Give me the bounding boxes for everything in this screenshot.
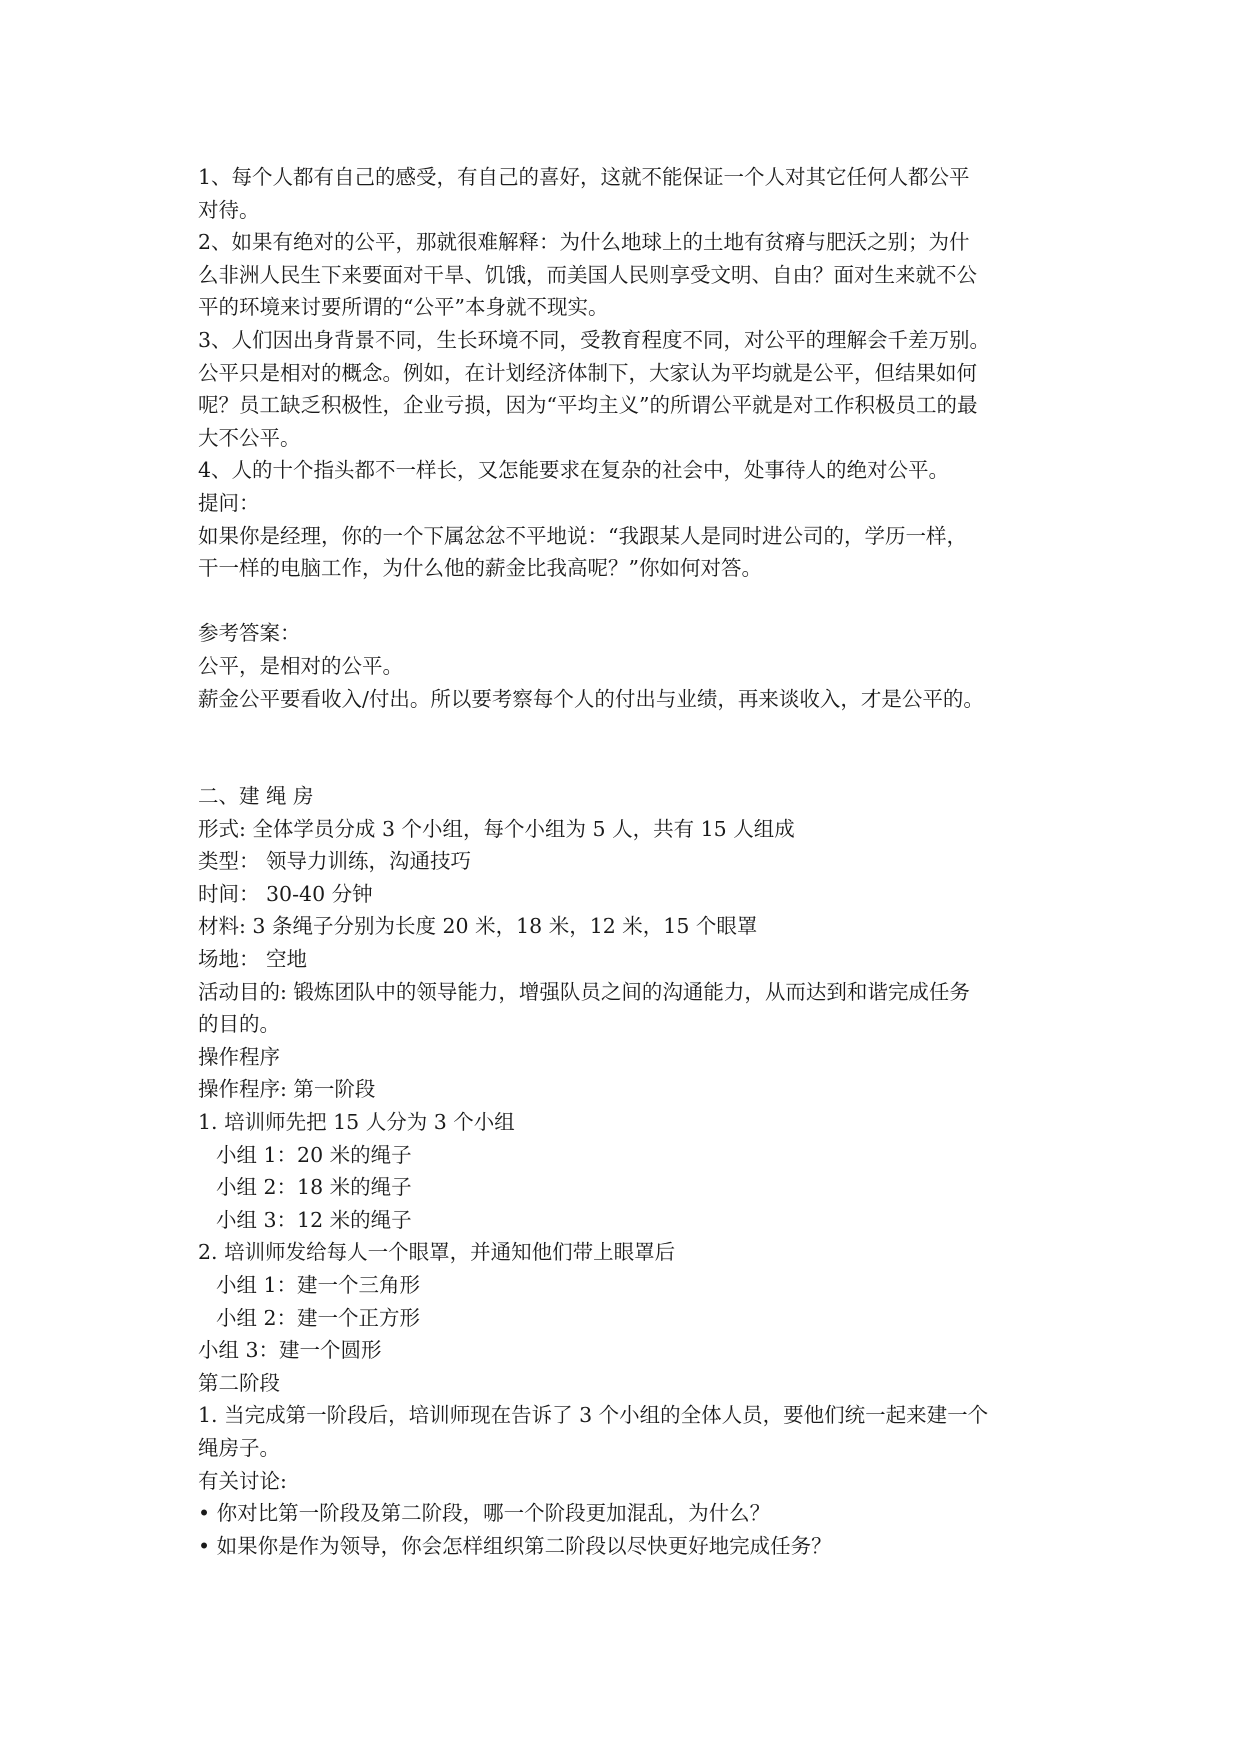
reference-answer xyxy=(198,617,1048,715)
discussion-heading: 有关讨论: xyxy=(198,1468,287,1493)
paragraph-line: 公平只是相对的概念。例如，在计划经济体制下，大家认为平均就是公平，但结果如何 xyxy=(198,360,977,385)
question-heading: 提问： xyxy=(198,490,260,515)
discussion-item: • 你对比第一阶段及第二阶段，哪一个阶段更加混乱，为什么？ xyxy=(198,1501,771,1526)
activity-purpose: 活动目的: 锻炼团队中的领导能力，增强队员之间的沟通能力，从而达到和谐完成任务 xyxy=(198,979,970,1004)
question-line: 干一样的电脑工作，为什么他的薪金比我高呢？”你如何对答。 xyxy=(198,556,762,581)
activity-time: 时间： 30-40 分钟 xyxy=(198,881,373,906)
procedure-stage-one: 操作程序: 第一阶段 xyxy=(198,1077,376,1102)
procedure-step: 1. 当完成第一阶段后，培训师现在告诉了 3 个小组的全体人员，要他们统一起来建一个 xyxy=(198,1403,989,1428)
answer-line: 薪金公平要看收入/付出。所以要考察每个人的付出与业绩，再来谈收入，才是公平的。 xyxy=(198,686,984,711)
activity-venue: 场地： 空地 xyxy=(198,947,308,972)
answer-heading: 参考答案： xyxy=(198,621,301,646)
question-line: 如果你是经理，你的一个下属忿忿不平地说：“我跟某人是同时进公司的，学历一样， xyxy=(198,523,967,548)
group-item: 小组 2：18 米的绳子 xyxy=(216,1175,412,1200)
paragraph-line: 1、每个人都有自己的感受，有自己的喜好，这就不能保证一个人对其它任何人都公平 xyxy=(198,165,970,189)
paragraph-line: 平的环境来讨要所谓的“公平”本身就不现实。 xyxy=(198,295,609,320)
document-page xyxy=(198,161,1048,1562)
answer-line: 公平，是相对的公平。 xyxy=(198,653,403,678)
spacer xyxy=(198,715,1048,780)
paragraph-line: 呢？员工缺乏积极性，企业亏损，因为“平均主义”的所谓公平就是对工作积极员工的最 xyxy=(198,393,978,418)
paragraph-line: 4、人的十个指头都不一样长，又怎能要求在复杂的社会中，处事待人的绝对公平。 xyxy=(198,458,950,483)
paragraph-line: 大不公平。 xyxy=(198,425,301,450)
procedure-step: 1. 培训师先把 15 人分为 3 个小组 xyxy=(198,1110,515,1135)
activity-form: 形式: 全体学员分成 3 个小组，每个小组为 5 人，共有 15 人组成 xyxy=(198,816,795,841)
discussion-item: • 如果你是作为领导，你会怎样组织第二阶段以尽快更好地完成任务？ xyxy=(198,1533,832,1558)
procedure-heading: 操作程序 xyxy=(198,1044,280,1069)
paragraph-line: 3、人们因出身背景不同，生长环境不同，受教育程度不同，对公平的理解会千差万别。 xyxy=(198,327,991,352)
activity-purpose: 的目的。 xyxy=(198,1012,280,1037)
section-title: 二、建 绳 房 xyxy=(198,784,314,809)
section-rope-house xyxy=(198,780,1048,1562)
group-item: 小组 3：12 米的绳子 xyxy=(216,1207,412,1232)
group-item: 小组 1：20 米的绳子 xyxy=(216,1142,412,1167)
procedure-step: 2. 培训师发给每人一个眼罩，并通知他们带上眼罩后 xyxy=(198,1240,676,1265)
activity-type: 类型： 领导力训练，沟通技巧 xyxy=(198,849,472,874)
group-item: 小组 2：建一个正方形 xyxy=(216,1305,421,1330)
group-item: 小组 3：建一个圆形 xyxy=(198,1338,382,1363)
stage-two-heading: 第二阶段 xyxy=(198,1370,280,1395)
activity-materials: 材料: 3 条绳子分别为长度 20 米，18 米，12 米，15 个眼罩 xyxy=(198,914,758,939)
procedure-step: 绳房子。 xyxy=(198,1435,280,1460)
group-item: 小组 1：建一个三角形 xyxy=(216,1273,421,1297)
paragraph-line: 么非洲人民生下来要面对干旱、饥饿，而美国人民则享受文明、自由？面对生来就不公 xyxy=(198,262,977,287)
paragraph-line: 2、如果有绝对的公平，那就很难解释：为什么地球上的土地有贫瘠与肥沃之别；为什 xyxy=(198,230,970,255)
paragraph-line: 对待。 xyxy=(198,197,260,222)
spacer xyxy=(198,585,1048,618)
section-fairness-reasons xyxy=(198,161,1048,585)
